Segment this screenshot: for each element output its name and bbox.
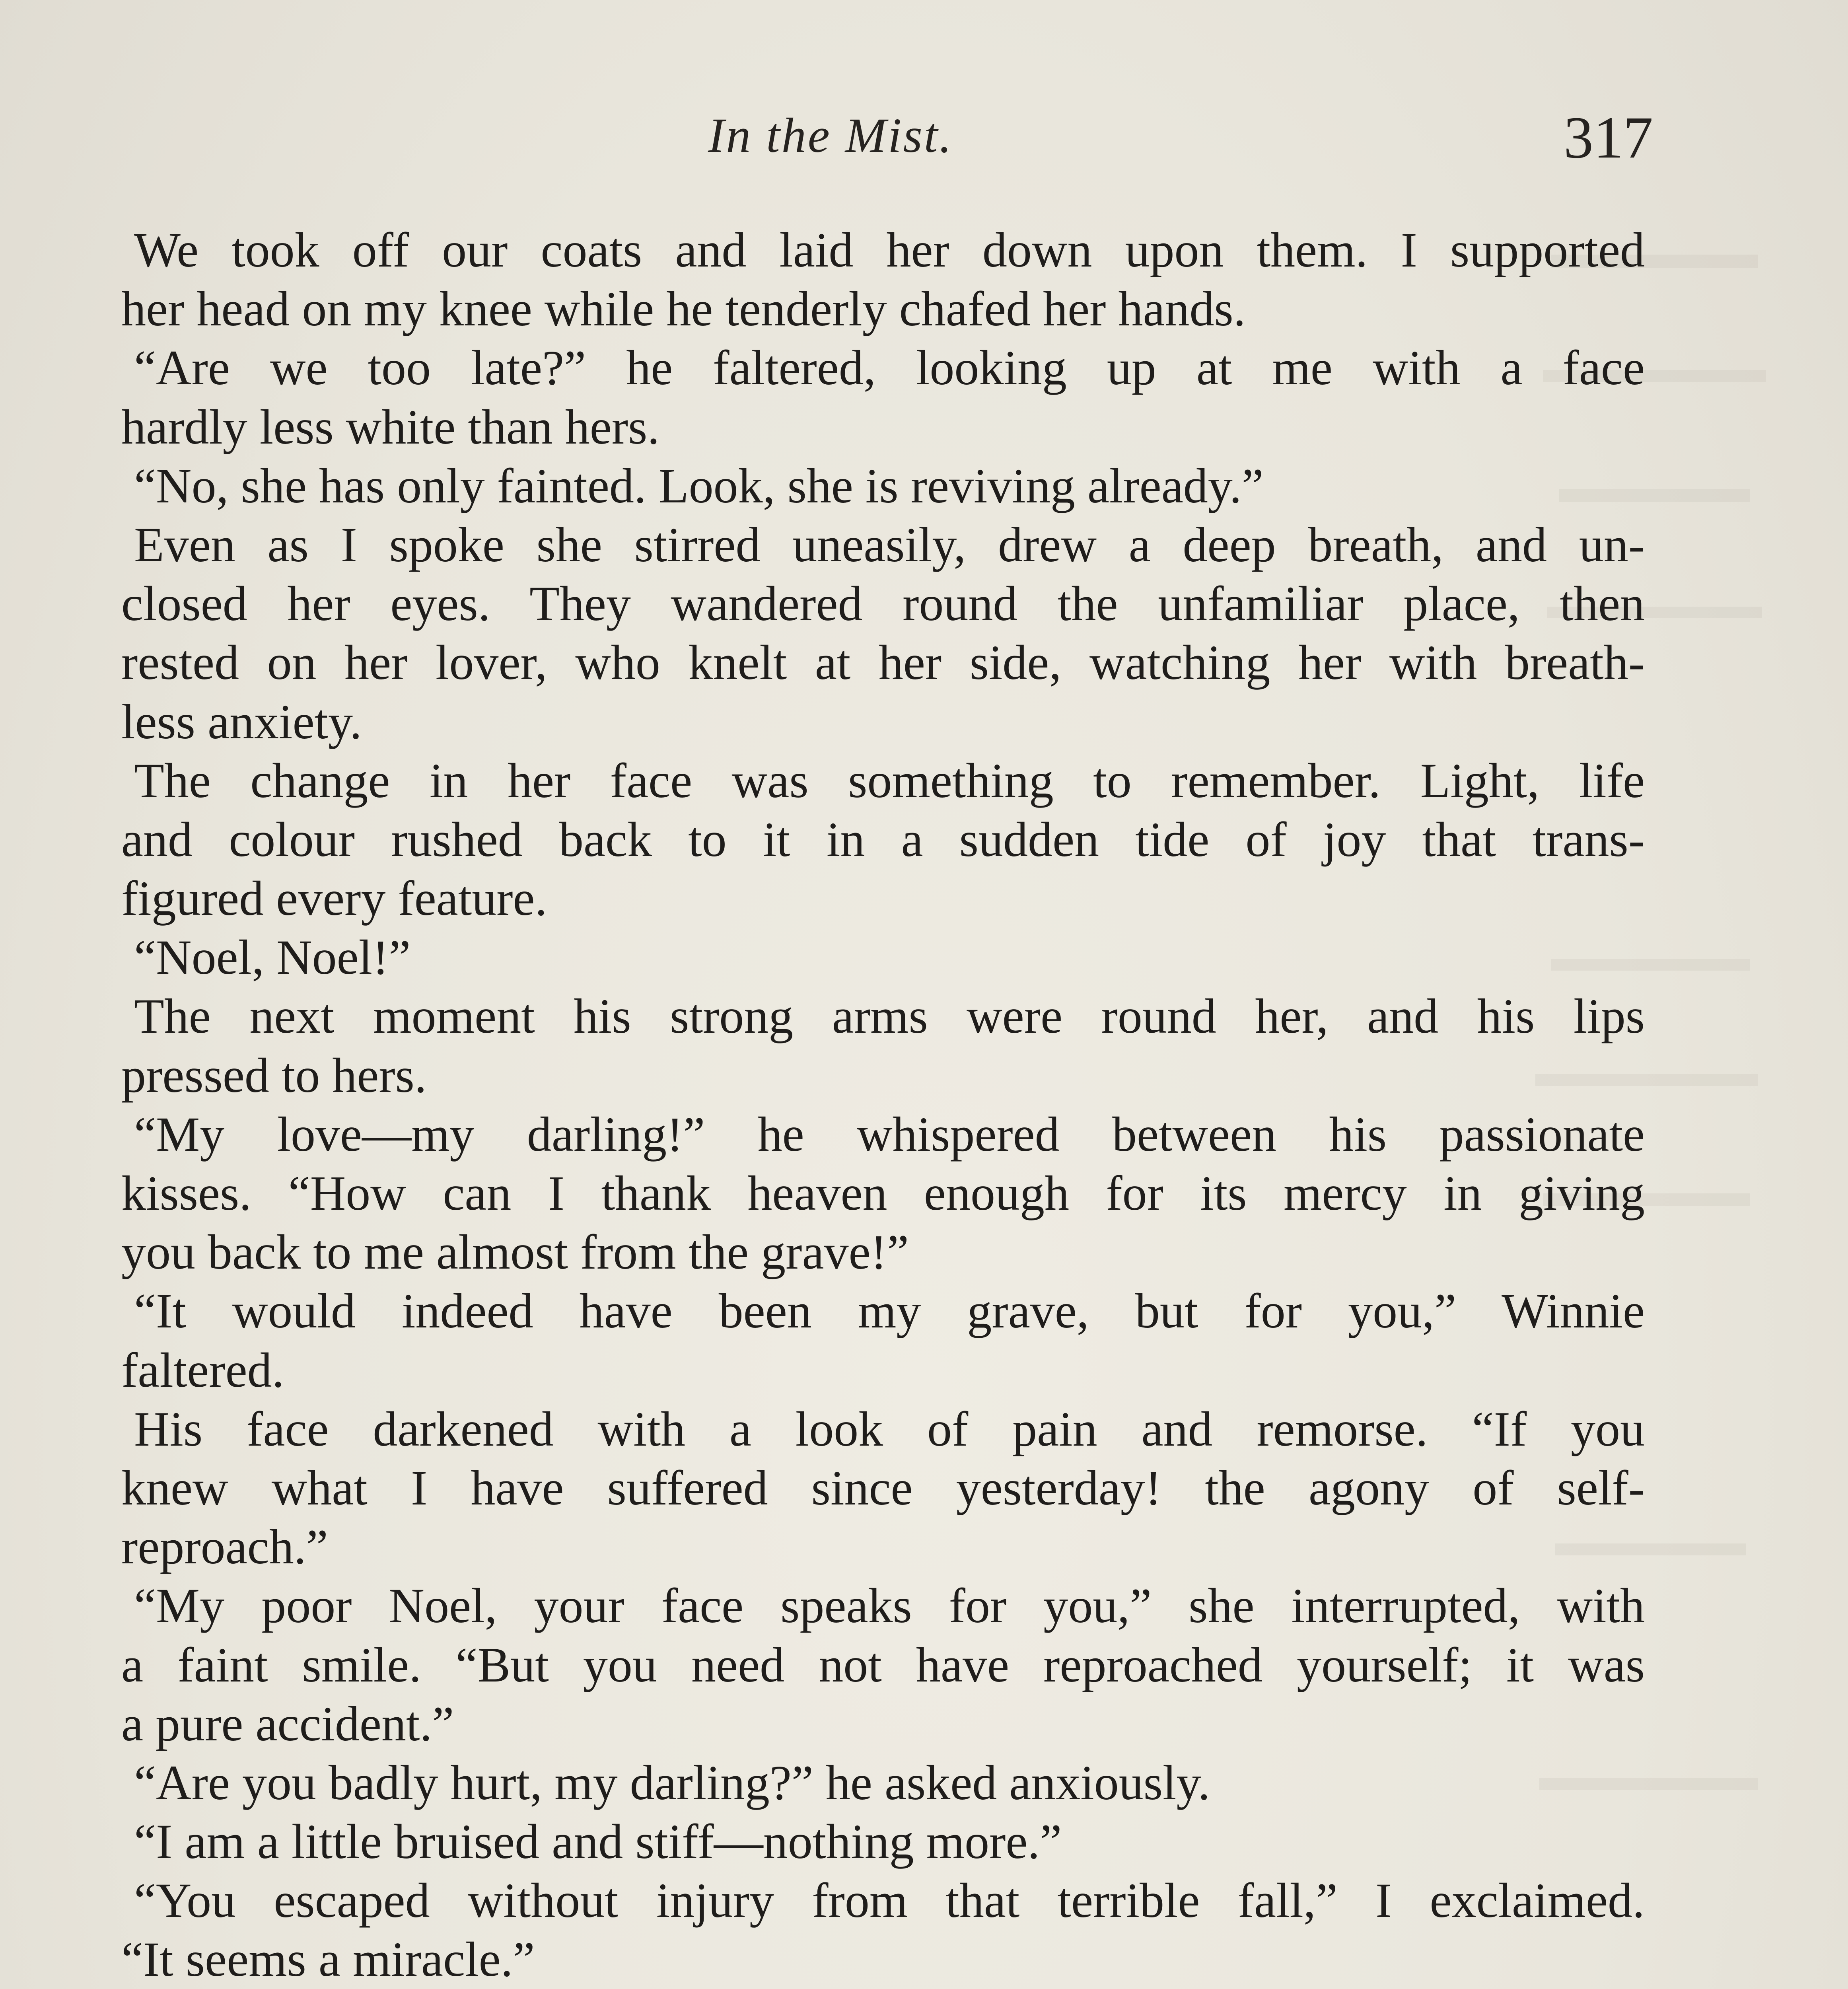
page-number: 317 [1564, 105, 1653, 171]
text-line: pressed to hers. [121, 1048, 427, 1103]
text-line: a pure accident.” [121, 1696, 454, 1751]
text-line: “My love—my darling!” he whispered between his passionate [134, 1107, 1645, 1162]
text-line: The change in her face was something to remember. Light, life [134, 753, 1645, 808]
text-line: less anxiety. [121, 694, 362, 749]
body-text [121, 221, 1645, 1989]
text-line: a faint smile. “But you need not have reproached yourself; it was [121, 1637, 1645, 1692]
page-header [0, 99, 1848, 171]
text-line: closed her eyes. They wandered round the unfamiliar place, then [121, 576, 1645, 631]
text-line: knew what I have suffered since yesterday! the agony of self- [121, 1460, 1645, 1515]
text-line: hardly less white than hers. [121, 399, 660, 454]
text-line: “Are you badly hurt, my darling?” he asked anxiously. [134, 1755, 1210, 1810]
running-head: In the Mist. [708, 108, 953, 163]
text-line: Even as I spoke she stirred uneasily, drew a deep breath, and un- [134, 517, 1645, 572]
text-line: figured every feature. [121, 871, 547, 926]
text-line: “You escaped without injury from that terrible fall,” I exclaimed. [134, 1873, 1645, 1928]
text-line: “It seems a miracle.” [121, 1932, 535, 1987]
text-line: her head on my knee while he tenderly chafed her hands. [121, 282, 1246, 337]
text-line: kisses. “How can I thank heaven enough for its mercy in giving [121, 1166, 1645, 1220]
text-line: We took off our coats and laid her down upon them. I supported [134, 223, 1645, 277]
text-line: “I am a little bruised and stiff—nothing more.” [134, 1814, 1062, 1869]
text-line: and colour rushed back to it in a sudden tide of joy that trans- [121, 812, 1645, 867]
text-line: “Are we too late?” he faltered, looking up at me with a face [134, 341, 1645, 395]
text-line: “My poor Noel, your face speaks for you,” she interrupted, with [134, 1578, 1645, 1633]
text-line: rested on her lover, who knelt at her side, watching her with breath- [121, 635, 1645, 690]
text-line: you back to me almost from the grave!” [121, 1225, 909, 1280]
text-line: “No, she has only fainted. Look, she is reviving already.” [134, 458, 1264, 513]
text-line: reproach.” [121, 1520, 328, 1574]
text-line: The next moment his strong arms were round her, and his lips [134, 989, 1645, 1044]
text-line: “It would indeed have been my grave, but for you,” Winnie [134, 1284, 1645, 1339]
text-line: His face darkened with a look of pain and remorse. “If you [134, 1401, 1645, 1456]
text-line: faltered. [121, 1343, 284, 1397]
text-line: “Noel, Noel!” [134, 930, 411, 985]
